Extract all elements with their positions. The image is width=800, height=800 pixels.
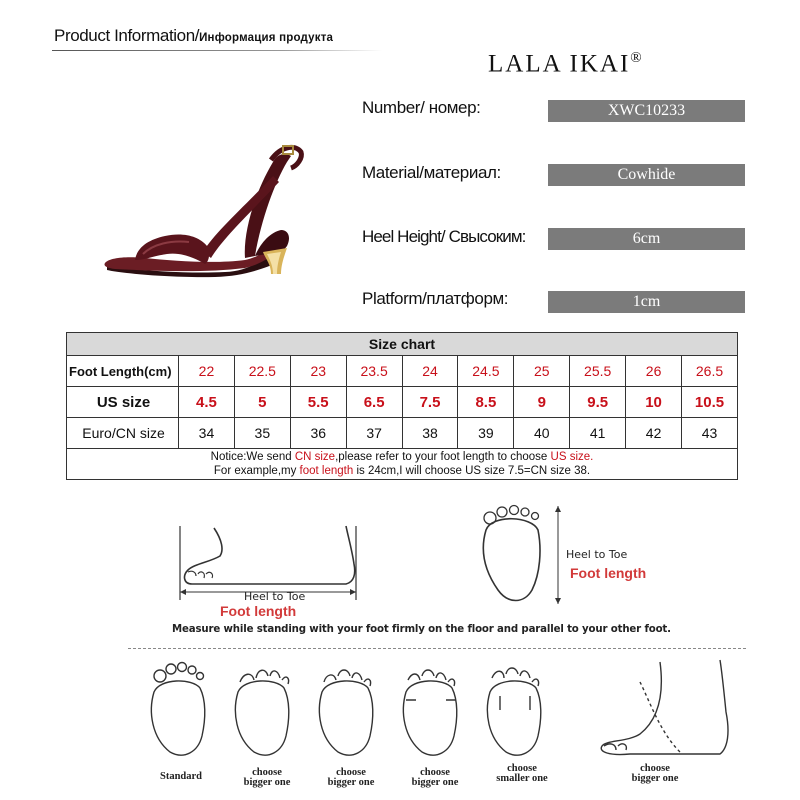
foot-length-cell: 24	[402, 356, 458, 387]
info-label-number: Number/ номер:	[362, 98, 481, 117]
size-notice	[67, 449, 738, 480]
registered-mark: ®	[630, 50, 642, 66]
table-row	[67, 418, 738, 449]
notice-line-2	[67, 464, 737, 478]
us-size-cell: 9.5	[570, 387, 626, 418]
us-size-cell: 9	[514, 387, 570, 418]
info-value-material: Cowhide	[548, 164, 745, 186]
size-chart-title: Size chart	[67, 333, 738, 356]
euro-size-cell: 37	[346, 418, 402, 449]
foot-length-cell: 23	[290, 356, 346, 387]
us-size-cell: 8.5	[458, 387, 514, 418]
foot-length-cell: 26	[626, 356, 682, 387]
info-value-heel-height: 6cm	[548, 228, 745, 250]
header-title-en: Product Information/	[54, 26, 200, 45]
table-row	[67, 356, 738, 387]
foot-type-caption-line: bigger one	[243, 777, 291, 788]
notice-highlight: foot length	[299, 465, 354, 477]
foot-type-caption-line: bigger one	[327, 777, 375, 788]
row-label-foot-length: Foot Length(cm)	[67, 356, 179, 387]
measure-instruction: Measure while standing with your foot firmly on the floor and parallel to your other foot.	[172, 624, 671, 635]
info-label-platform: Platform/платформ:	[362, 289, 509, 308]
foot-type-caption	[478, 764, 566, 784]
euro-size-cell: 39	[458, 418, 514, 449]
foot-type-caption	[394, 768, 476, 788]
foot-length-cell: 24.5	[458, 356, 514, 387]
foot-type-caption	[226, 768, 308, 788]
notice-highlight: US size.	[550, 451, 594, 463]
euro-size-cell: 41	[570, 418, 626, 449]
info-value-platform: 1cm	[548, 291, 745, 313]
table-row	[67, 387, 738, 418]
notice-text: For example,my	[213, 465, 300, 477]
foot-type-caption-line: choose	[507, 763, 537, 774]
notice-text: Notice:We send	[210, 451, 295, 463]
heel-to-toe-label-top: Heel to Toe	[566, 548, 628, 561]
foot-type-caption	[140, 772, 222, 782]
foot-length-cell: 25	[514, 356, 570, 387]
foot-length-label-side: Foot length	[220, 603, 297, 619]
info-label-material: Material/материал:	[362, 163, 501, 182]
euro-size-cell: 42	[626, 418, 682, 449]
notice-line-1	[67, 450, 737, 464]
foot-length-label-top: Foot length	[570, 565, 647, 581]
euro-size-cell: 36	[290, 418, 346, 449]
foot-type-caption-line: smaller one	[496, 773, 548, 784]
heel-to-toe-label-side: Heel to Toe	[244, 590, 306, 603]
us-size-cell: 10	[626, 387, 682, 418]
foot-length-cell: 23.5	[346, 356, 402, 387]
foot-type-caption-line: choose	[640, 763, 670, 774]
foot-type-caption-line: Standard	[159, 771, 202, 782]
euro-size-cell: 38	[402, 418, 458, 449]
us-size-cell: 4.5	[179, 387, 235, 418]
row-label-euro-cn-size: Euro/CN size	[67, 418, 179, 449]
euro-size-cell: 34	[179, 418, 235, 449]
info-label-heel-height: Heel Height/ Свысоким:	[362, 227, 526, 246]
dashed-divider	[128, 648, 746, 649]
header-title	[54, 26, 333, 46]
row-label-us-size: US size	[67, 387, 179, 418]
notice-text: ,please refer to your foot length to choose	[335, 451, 551, 463]
euro-size-cell: 40	[514, 418, 570, 449]
foot-type-caption-line: choose	[420, 767, 450, 778]
notice-text: is 24cm,I will choose US size 7.5=CN size 38.	[353, 465, 591, 477]
foot-type-caption-line: bigger one	[411, 777, 459, 788]
foot-type-caption	[612, 764, 698, 784]
foot-length-cell: 26.5	[682, 356, 738, 387]
foot-length-cell: 22	[179, 356, 235, 387]
sandal-product-image	[95, 132, 310, 282]
brand-logo	[488, 50, 642, 78]
foot-type-caption-line: choose	[252, 767, 282, 778]
us-size-cell: 6.5	[346, 387, 402, 418]
us-size-cell: 5.5	[290, 387, 346, 418]
foot-types-illustration	[140, 652, 750, 762]
us-size-cell: 5	[234, 387, 290, 418]
foot-type-caption-line: bigger one	[631, 773, 679, 784]
euro-size-cell: 35	[234, 418, 290, 449]
header-divider	[52, 50, 382, 51]
us-size-cell: 7.5	[402, 387, 458, 418]
info-value-number: XWC10233	[548, 100, 745, 122]
notice-highlight: CN size	[294, 451, 336, 463]
size-chart-table	[66, 332, 738, 480]
euro-size-cell: 43	[682, 418, 738, 449]
foot-type-caption-line: choose	[336, 767, 366, 778]
foot-type-caption	[310, 768, 392, 788]
us-size-cell: 10.5	[682, 387, 738, 418]
header-title-ru: Информация продукта	[199, 32, 334, 44]
brand-name: LALA IKAI	[488, 50, 631, 78]
foot-length-cell: 25.5	[570, 356, 626, 387]
foot-length-cell: 22.5	[234, 356, 290, 387]
